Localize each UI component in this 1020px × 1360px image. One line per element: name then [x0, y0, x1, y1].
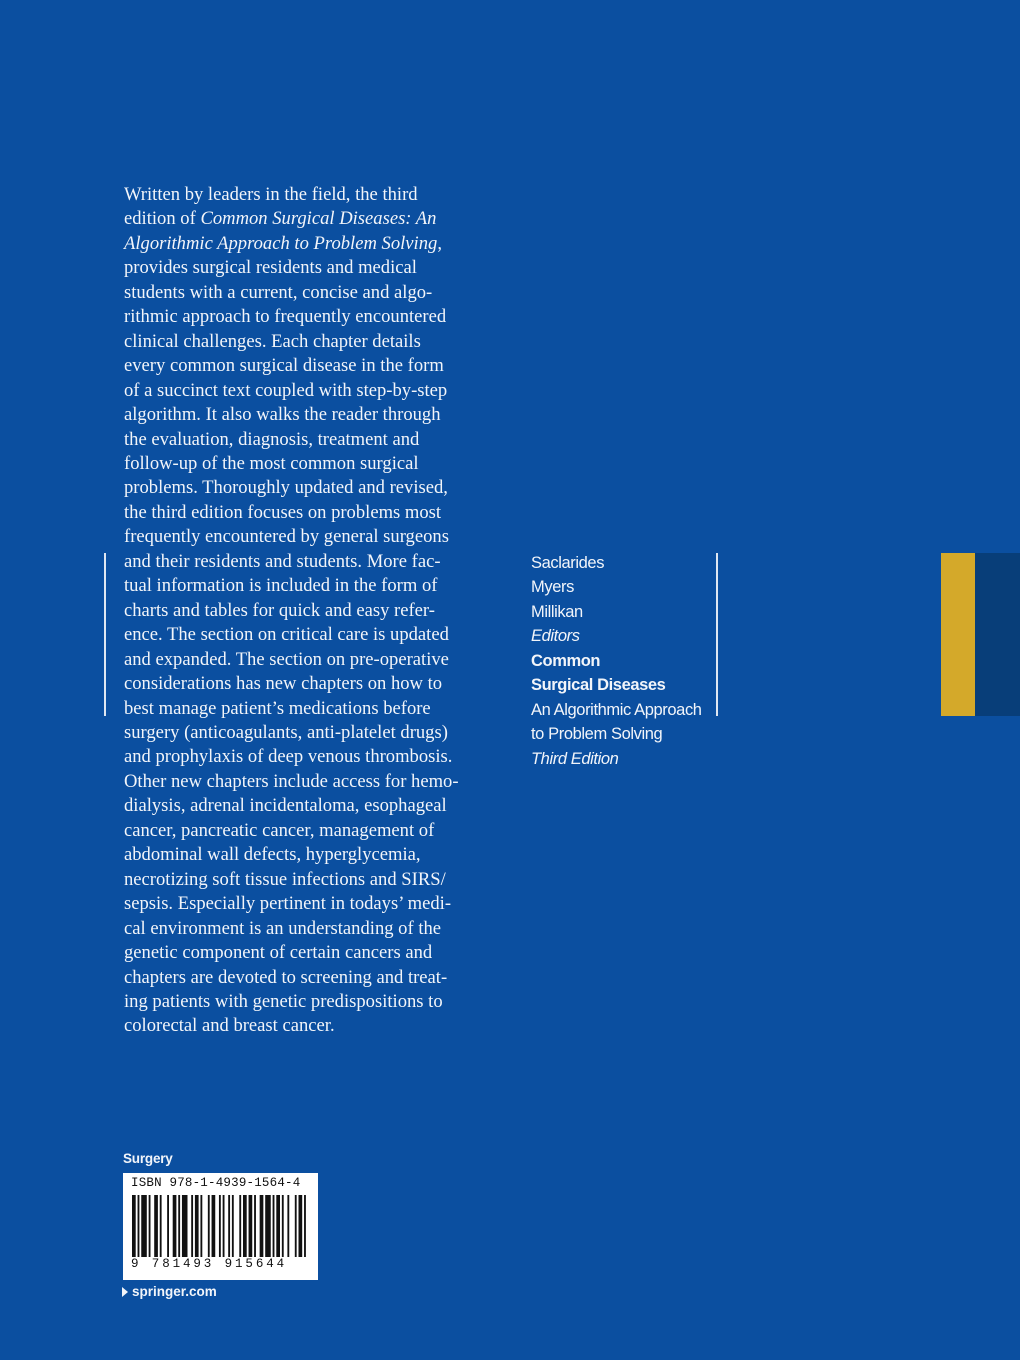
blurb-line: of a succinct text coupled with step-by-step — [124, 379, 448, 401]
blurb-line: necrotizing soft tissue infections and SIRS/ — [124, 868, 446, 890]
isbn-label: ISBN 978-1-4939-1564-4 — [131, 1176, 301, 1190]
blurb-line: sepsis. Especially pertinent in todays’ medi- — [124, 893, 452, 915]
book-info-block — [531, 551, 702, 771]
blurb-line: tual information is included in the form of — [124, 575, 438, 597]
blurb-line: and prophylaxis of deep venous thrombosis. — [124, 746, 453, 768]
barcode-bar — [232, 1195, 234, 1257]
barcode-bar — [282, 1195, 284, 1257]
blurb-line — [124, 207, 496, 231]
blurb-line: cancer, pancreatic cancer, management of — [124, 819, 435, 841]
blurb-line: students with a current, concise and algo- — [124, 281, 433, 303]
blurb-line: Other new chapters include access for hemo- — [124, 770, 459, 792]
barcode-bar — [212, 1195, 216, 1257]
book-title: Common — [531, 651, 601, 670]
editors-label: Editors — [531, 627, 580, 646]
blurb-line: frequently encountered by general surgeons — [124, 526, 449, 548]
publisher-website[interactable] — [122, 1284, 217, 1299]
barcode-bar — [200, 1195, 202, 1257]
barcode-bar — [249, 1195, 253, 1257]
blurb-line-text: edition of — [124, 208, 201, 230]
blurb-line: abdominal wall defects, hyperglycemia, — [124, 844, 421, 866]
blurb-line: and their residents and students. More fac- — [124, 550, 441, 572]
color-tab-gold — [941, 553, 975, 716]
barcode-bar — [149, 1195, 151, 1257]
edition-label: Third Edition — [531, 749, 619, 768]
arrow-right-icon — [122, 1287, 128, 1297]
color-tab-navy — [975, 553, 1020, 716]
barcode-bar — [299, 1195, 303, 1257]
blurb-line: rithmic approach to frequently encountered — [124, 306, 447, 328]
blurb-line: ing patients with genetic predispositions to — [124, 990, 443, 1012]
barcode-bar — [223, 1195, 225, 1257]
barcode-bar — [239, 1195, 241, 1257]
blurb-line: best manage patient’s medications before — [124, 697, 431, 719]
blurb-line: problems. Thoroughly updated and revised, — [124, 477, 448, 499]
editor-name: Millikan — [531, 602, 583, 621]
blurb-line: colorectal and breast cancer. — [124, 1015, 335, 1037]
barcode-bar — [138, 1195, 140, 1257]
barcode-bar — [295, 1195, 297, 1257]
barcode-bar — [208, 1195, 210, 1257]
isbn-digits: 9 781493 915644 — [131, 1257, 288, 1271]
barcode-bar — [254, 1195, 256, 1257]
blurb-line: chapters are devoted to screening and treat- — [124, 966, 448, 988]
barcode-bar — [132, 1195, 136, 1257]
barcode-bar — [304, 1195, 306, 1257]
blurb-line: provides surgical residents and medical — [124, 257, 417, 279]
barcode-bar — [243, 1195, 247, 1257]
barcode-bar — [195, 1195, 199, 1257]
barcode-bar — [154, 1195, 158, 1257]
blurb-line: genetic component of certain cancers and — [124, 942, 433, 964]
blurb-line: dialysis, adrenal incidentaloma, esophageal — [124, 795, 447, 817]
blurb-line: and expanded. The section on pre-operative — [124, 648, 449, 670]
barcode-bar — [167, 1195, 169, 1257]
blurb-line: the third edition focuses on problems most — [124, 501, 442, 523]
blurb-line: every common surgical disease in the form — [124, 355, 444, 377]
barcode-bar — [273, 1195, 275, 1257]
blurb-line: cal environment is an understanding of the — [124, 917, 442, 939]
book-subtitle: to Problem Solving — [531, 725, 663, 744]
barcode-bar — [191, 1195, 193, 1257]
barcode-bar — [260, 1195, 264, 1257]
blurb-line: considerations has new chapters on how to — [124, 673, 443, 695]
editor-name: Myers — [531, 578, 574, 597]
subject-category: Surgery — [123, 1151, 173, 1166]
blurb-line: algorithm. It also walks the reader through — [124, 404, 441, 426]
editor-name: Saclarides — [531, 554, 605, 572]
book-title-italic: Algorithmic Approach to Problem Solving — [124, 232, 438, 254]
barcode-icon — [132, 1195, 310, 1257]
blurb-line: ence. The section on critical care is updated — [124, 624, 449, 646]
blurb-line — [124, 232, 496, 256]
vertical-rule-left — [104, 553, 106, 716]
blurb-line: clinical challenges. Each chapter details — [124, 330, 421, 352]
blurb-line: the evaluation, diagnosis, treatment and — [124, 428, 420, 450]
website-label: springer.com — [132, 1284, 217, 1299]
barcode-bar — [160, 1195, 162, 1257]
book-title: Surgical Diseases — [531, 676, 666, 695]
vertical-rule-right — [716, 553, 718, 716]
book-subtitle: An Algorithmic Approach — [531, 700, 702, 719]
description-text — [124, 183, 496, 1039]
barcode-bar — [265, 1195, 271, 1257]
blurb-line: surgery (anticoagulants, anti-platelet drugs) — [124, 721, 448, 743]
book-title-italic: Common Surgical Diseases: An — [200, 208, 437, 230]
blurb-line: follow-up of the most common surgical — [124, 452, 419, 474]
blurb-line-text: , — [437, 232, 442, 254]
barcode-bar — [178, 1195, 180, 1257]
barcode-panel — [123, 1173, 318, 1280]
blurb-line: Written by leaders in the field, the third — [124, 184, 418, 205]
barcode-bar — [228, 1195, 230, 1257]
barcode-bar — [276, 1195, 280, 1257]
barcode-bar — [287, 1195, 289, 1257]
blurb-line: charts and tables for quick and easy refer- — [124, 599, 435, 621]
barcode-bar — [182, 1195, 188, 1257]
barcode-bar — [141, 1195, 147, 1257]
barcode-bar — [173, 1195, 177, 1257]
barcode-bar — [219, 1195, 221, 1257]
